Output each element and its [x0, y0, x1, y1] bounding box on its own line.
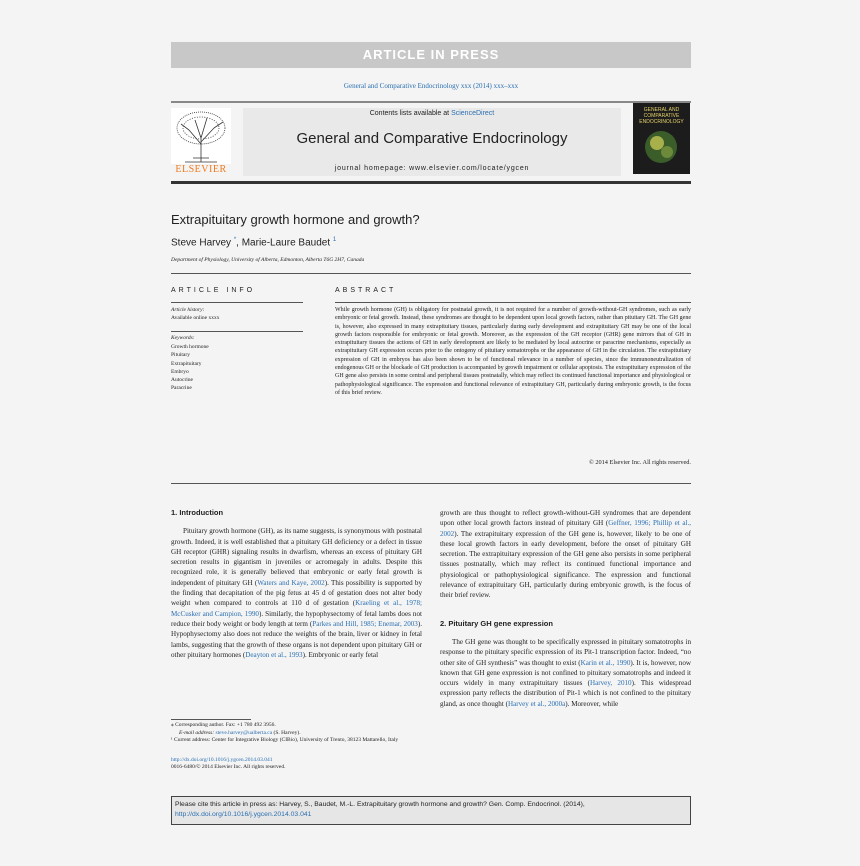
- body-text: ). Moreover, while: [565, 699, 619, 708]
- body-text: ). It is, however, now known that GH gene expression is not confined to pituitary somatotrophs and indeed it occurs widely in many extrapituitary tissues (: [440, 658, 691, 688]
- elsevier-wordmark: ELSEVIER: [175, 164, 227, 175]
- left-column: [171, 508, 422, 660]
- journal-homepage[interactable]: journal homepage: www.elsevier.com/locate/ygcen: [334, 165, 530, 172]
- section-heading-pituitary-gh: 2. Pituitary GH gene expression: [440, 618, 553, 628]
- intro-text: ). Hypophysectomy also does not reduce the weights of the brain, liver or kidney in fetal lambs, suggesting that the growth of these organs is not dependent upon pituitary GH or other pituitary hormones (: [171, 619, 422, 659]
- intro-paragraph-continued: [440, 508, 691, 601]
- keyword: Pituitary: [171, 352, 190, 359]
- cite-doi-link[interactable]: http://dx.doi.org/10.1016/j.ygcen.2014.03.041: [175, 811, 312, 818]
- intro-text: Pituitary growth hormone (GH), as its name suggests, is synonymous with postnatal growth. Indeed, it is well established that a pituitary GH deficiency or a defect in tissue GH receptor (GHR) signaling results in dwarfism, whereas an excess of pituitary GH secretion results in gigantism in juveniles or acromegaly in adults. Despite this recognized role, it is generally believed that embryonic or early fetal growth is independent of pituitary GH (: [171, 527, 422, 587]
- keyword: Paracrine: [171, 385, 192, 392]
- right-column: [440, 508, 691, 709]
- divider: [171, 331, 303, 332]
- keyword: Extrapituitary: [171, 360, 202, 367]
- abstract-text: While growth hormone (GH) is obligatory for postnatal growth, it is not required for a number of growth-without-GH syndromes, such as early embryonic or fetal growth. Instead, these syndromes are thought to be dependent upon local growth factors, rather than pituitary GH. The GH gene is, however, also expressed in many extrapituitary tissues, particularly during early development and extrapituitary GH may be one of the local growth factors responsible for embryonic or fetal growth. Moreover, as the expression of the GH receptor (GHR) gene mirrors that of GH in extrapituitary tissues the actions of GH in early development are likely to be mediated by local autocrine or paracrine mechanisms, especially as extrapituitary GH expression occurs prior to the ontogeny of pituitary somatotrophs or the appearance of GH in the circulation. The extrapituitary expression of GH in embryos has also been shown to be of functional relevance in a number of species, since the immunoneutralization of endogenous GH or the blockade of GH production is accompanied by growth impairment or cellular apoptosis. The extrapituitary expression of the GH gene also persists in some central and peripheral tissues postnatally, which may reflect its continued functional importance and physiological or pathophysiological significance. The expression and functional relevance of extrapituitary GH, particularly during embryonic growth, is the focus of this brief review.: [335, 307, 691, 396]
- divider: [171, 302, 303, 303]
- abstract-copyright: © 2014 Elsevier Inc. All rights reserved.: [588, 459, 691, 466]
- footnote-corresponding: ⁎ Corresponding author. Fax: +1 780 492 3956.: [171, 722, 276, 728]
- article-title: Extrapituitary growth hormone and growth?: [171, 212, 420, 227]
- cite-this-article-box: [171, 796, 691, 825]
- divider: [335, 302, 691, 303]
- divider: [171, 273, 691, 274]
- body-text: The GH gene was thought to be specifically expressed in pituitary somatotrophs in response to the pituitary specific expression of its Pit-1 transcription factor. Indeed, “no other site of GH synthesis” was thought to exist (: [440, 637, 691, 667]
- keywords-label: Keywords:: [171, 335, 195, 341]
- intro-text: ). Embryonic or early fetal: [302, 650, 379, 659]
- doi-link[interactable]: http://dx.doi.org/10.1016/j.ygcen.2014.03.041: [171, 756, 273, 763]
- journal-name: General and Comparative Endocrinology: [296, 130, 568, 147]
- author-mark[interactable]: 1: [332, 237, 337, 243]
- intro-text: ). Similarly, the hypophysectomy of fetal lambs does not reduce their body weight or body length at term (: [171, 609, 422, 628]
- reference-link[interactable]: Karin et al., 1990: [580, 658, 631, 667]
- contents-line: [243, 110, 621, 117]
- footnote-address: ¹ Current address: Center for Integrative Biology (CIBio), University of Trento, 38123 Mattarello, Italy: [171, 737, 399, 743]
- article-info-heading: ARTICLE INFO: [171, 287, 256, 294]
- footnotes: [171, 722, 426, 772]
- intro-text: ). This possibility is supported by the finding that decapitation of the pig fetus at 45 d of gestation does not alter body weight when compared to controls at 110 d of gestation (: [171, 578, 422, 608]
- reference-link[interactable]: Kraeling et al., 1978; McCusker and Campion, 1990: [171, 599, 423, 618]
- body-text: ). This widespread expression party reflects the distribution of Pit-1 which is not confined to the pituitary gland, as once thought (: [440, 679, 691, 708]
- author-name: Steve Harvey: [171, 237, 232, 249]
- journal-cover-title: GENERAL AND COMPARATIVE ENDOCRINOLOGY: [639, 107, 684, 125]
- sciencedirect-link[interactable]: ScienceDirect: [451, 110, 495, 117]
- affiliation: Department of Physiology, University of Alberta, Edmonton, Alberta T6G 2H7, Canada: [171, 257, 365, 263]
- reference-link[interactable]: Waters and Kaye, 2002: [257, 578, 325, 587]
- reference-link[interactable]: Geffner, 1996; Phillip et al., 2002: [440, 519, 691, 538]
- keyword: Autocrine: [171, 377, 193, 384]
- article-in-press-banner: ARTICLE IN PRESS: [171, 42, 691, 68]
- author-name: Marie-Laure Baudet: [241, 237, 331, 249]
- footnote-divider: [171, 719, 251, 720]
- history-label: Article history:: [171, 307, 205, 313]
- header-rule: [171, 101, 691, 103]
- keywords-list: [171, 343, 209, 393]
- email-link[interactable]: steve.harvey@ualberta.ca: [215, 729, 273, 736]
- reference-link[interactable]: Harvey et al., 2000a: [507, 699, 566, 708]
- reference-link[interactable]: Harvey, 2010: [590, 679, 632, 688]
- section-heading-introduction: 1. Introduction: [171, 508, 224, 517]
- body-text: ). The extrapituitary expression of the GH gene is, however, likely to be one of these local growth factors in early development, before the onset of pituitary GH secretion. The extrapituitary expression of the GH gene also persists in some peripheral tissues postnatally, which may reflect its continued functional importance and physiological or pathophysiological significance. The expression and functional relevance of extrapituitary GH, particularly during embryonic growth, is the focus of their brief review.: [440, 529, 691, 600]
- footnote-email-suffix: (S. Harvey).: [272, 729, 301, 736]
- reference-link[interactable]: Deayton et al., 1993: [245, 650, 303, 659]
- contents-prefix: Contents lists available at: [369, 110, 452, 117]
- journal-cover-image: [633, 103, 690, 174]
- author-list: Steve Harvey *, Marie-Laure Baudet $^1$: [171, 237, 337, 249]
- cover-art-icon: [639, 125, 684, 169]
- history-value: Available online xxxx: [171, 315, 220, 321]
- cite-text: Please cite this article in press as: Harvey, S., Baudet, M.-L. Extrapituitary growth hormone and growth? Gen. Comp. Endocrinol. (2014),: [175, 801, 585, 808]
- footnote-email-label: E-mail address:: [179, 729, 216, 736]
- abstract-heading: ABSTRACT: [335, 287, 397, 294]
- keyword: Embryo: [171, 368, 189, 375]
- header-rule-bottom: [171, 181, 691, 184]
- intro-paragraph: [171, 526, 422, 660]
- divider: [171, 483, 691, 484]
- reference-link[interactable]: Parkes and Hill, 1985; Enemar, 2003: [312, 619, 418, 628]
- body-text: growth are thus thought to reflect growth-without-GH syndromes that are dependent upon other local growth factors instead of pituitary GH (: [440, 509, 691, 528]
- section2-paragraph: [440, 637, 691, 709]
- keyword: Growth hormone: [171, 344, 209, 350]
- journal-citation-line[interactable]: General and Comparative Endocrinology xxx (2014) xxx–xxx: [343, 82, 519, 90]
- issn-line: 0016-6480/© 2014 Elsevier Inc. All rights reserved.: [171, 764, 286, 770]
- author-mark[interactable]: *: [233, 237, 237, 243]
